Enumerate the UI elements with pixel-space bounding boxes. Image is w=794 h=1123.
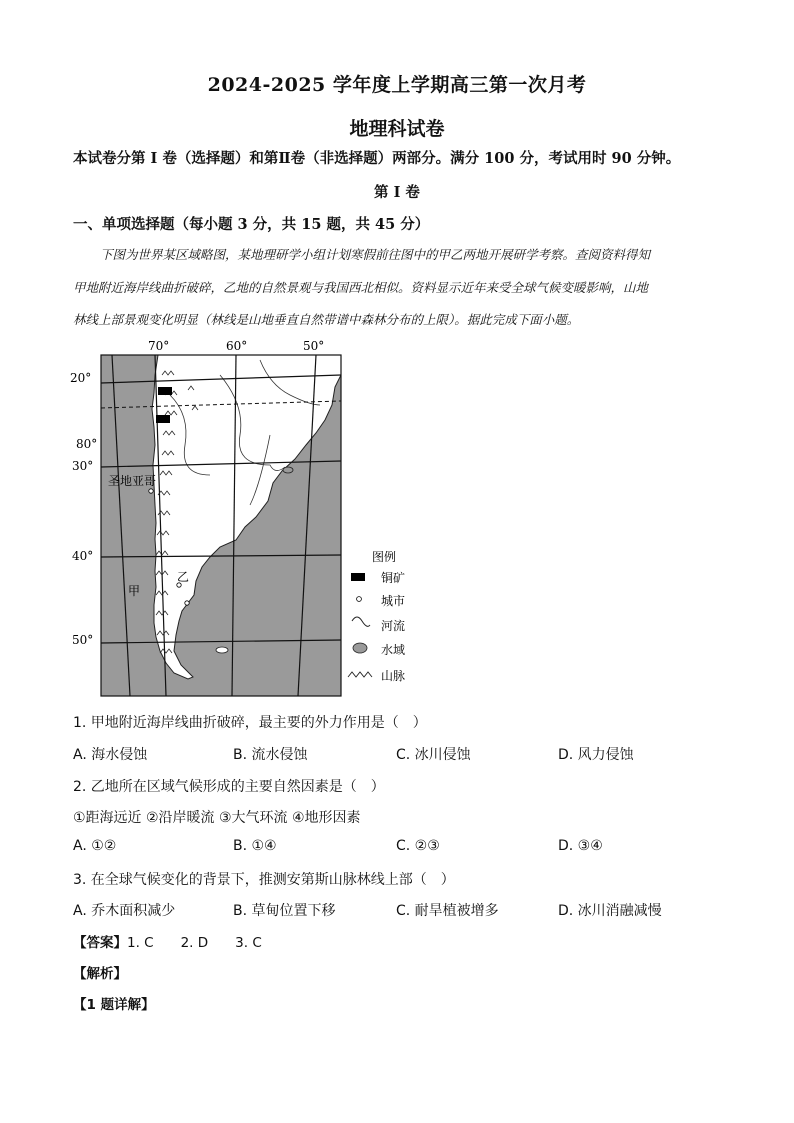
legend-river: 河流 bbox=[381, 619, 406, 633]
legend-title: 图例 bbox=[372, 550, 397, 564]
city-santiago-dot bbox=[149, 489, 153, 493]
lon-label-50: 50° bbox=[303, 339, 325, 353]
copper-mine-2 bbox=[156, 415, 170, 423]
legend-water: 水域 bbox=[381, 643, 406, 657]
answer-line bbox=[73, 931, 262, 951]
exam-subtitle: 地理科试卷 bbox=[349, 118, 445, 140]
passage-line-2: 甲地附近海岸线曲折破碎，乙地的自然景观与我国西北相似。资料显示近年来受全球气候变暖影响，山地 bbox=[73, 280, 649, 295]
label-santiago: 圣地亚哥 bbox=[108, 474, 157, 488]
question-3-stem: 3. 在全球气候变化的背景下，推测安第斯山脉林线上部（ ） bbox=[73, 872, 455, 888]
exam-intro: 本试卷分第 I 卷（选择题）和第Ⅱ卷（非选择题）两部分。满分 100 分，考试用时 90 分钟。 bbox=[73, 150, 681, 167]
legend-city: 城市 bbox=[381, 594, 406, 608]
legend-water-symbol bbox=[353, 643, 367, 653]
lon-label-60: 60° bbox=[226, 339, 248, 353]
lat-label-20: 20° bbox=[70, 371, 92, 385]
exam-title: 2024-2025 学年度上学期高三第一次月考 bbox=[207, 74, 587, 96]
lat-label-30: 30° bbox=[72, 459, 94, 473]
question-2-stem: 2. 乙地所在区域气候形成的主要自然因素是（ ） bbox=[73, 779, 385, 795]
legend-river-symbol bbox=[352, 617, 370, 626]
lon-label-70: 70° bbox=[148, 339, 170, 353]
q1-option-b[interactable]: B. 流水侵蚀 bbox=[233, 747, 308, 763]
lake-water bbox=[283, 467, 293, 473]
map-legend bbox=[348, 549, 405, 683]
q2-option-d[interactable]: D. ③④ bbox=[558, 838, 603, 854]
q3-option-c[interactable]: C. 耐旱植被增多 bbox=[396, 903, 499, 919]
answer-label: 【答案】 bbox=[73, 935, 127, 951]
island bbox=[216, 647, 228, 653]
q3-option-b[interactable]: B. 草甸位置下移 bbox=[233, 903, 336, 919]
detail-label: 【1 题详解】 bbox=[73, 997, 155, 1013]
part-heading: 第 I 卷 bbox=[374, 184, 420, 201]
city-dot bbox=[185, 601, 189, 605]
question-2-factors: ①距海远近 ②沿岸暖流 ③大气环流 ④地形因素 bbox=[73, 810, 361, 826]
legend-copper: 铜矿 bbox=[381, 571, 406, 585]
passage-line-1: 下图为世界某区域略图，某地理研学小组计划寒假前往图中的甲乙两地开展研学考察。查阅资料得知 bbox=[100, 247, 651, 262]
region-map bbox=[70, 335, 430, 705]
section-heading: 一、单项选择题（每小题 3 分，共 15 题，共 45 分） bbox=[73, 216, 430, 233]
lat-label-50: 50° bbox=[72, 633, 94, 647]
answer-values: 1. C 2. D 3. C bbox=[127, 935, 262, 951]
legend-copper-symbol bbox=[351, 573, 365, 581]
label-jia: 甲 bbox=[128, 584, 141, 598]
label-yi: 乙 bbox=[177, 570, 190, 584]
analysis-label: 【解析】 bbox=[73, 966, 127, 982]
legend-mountain-symbol bbox=[348, 672, 372, 677]
q1-option-a[interactable]: A. 海水侵蚀 bbox=[73, 747, 148, 763]
lat-label-40: 40° bbox=[72, 549, 94, 563]
passage-line-3: 林线上部景观变化明显（林线是山地垂直自然带谱中森林分布的上限）。据此完成下面小题。 bbox=[73, 312, 580, 327]
copper-mine-1 bbox=[158, 387, 172, 395]
q2-option-c[interactable]: C. ②③ bbox=[396, 838, 440, 854]
q3-option-a[interactable]: A. 乔木面积减少 bbox=[73, 903, 176, 919]
q3-option-d[interactable]: D. 冰川消融减慢 bbox=[558, 903, 662, 919]
question-1-stem: 1. 甲地附近海岸线曲折破碎，最主要的外力作用是（ ） bbox=[73, 715, 427, 731]
q2-option-a[interactable]: A. ①② bbox=[73, 838, 117, 854]
lat-label-80: 80° bbox=[76, 437, 98, 451]
legend-mountain: 山脉 bbox=[381, 669, 406, 683]
q1-option-c[interactable]: C. 冰川侵蚀 bbox=[396, 747, 471, 763]
legend-city-symbol bbox=[357, 597, 362, 602]
q2-option-b[interactable]: B. ①④ bbox=[233, 838, 277, 854]
q1-option-d[interactable]: D. 风力侵蚀 bbox=[558, 747, 634, 763]
